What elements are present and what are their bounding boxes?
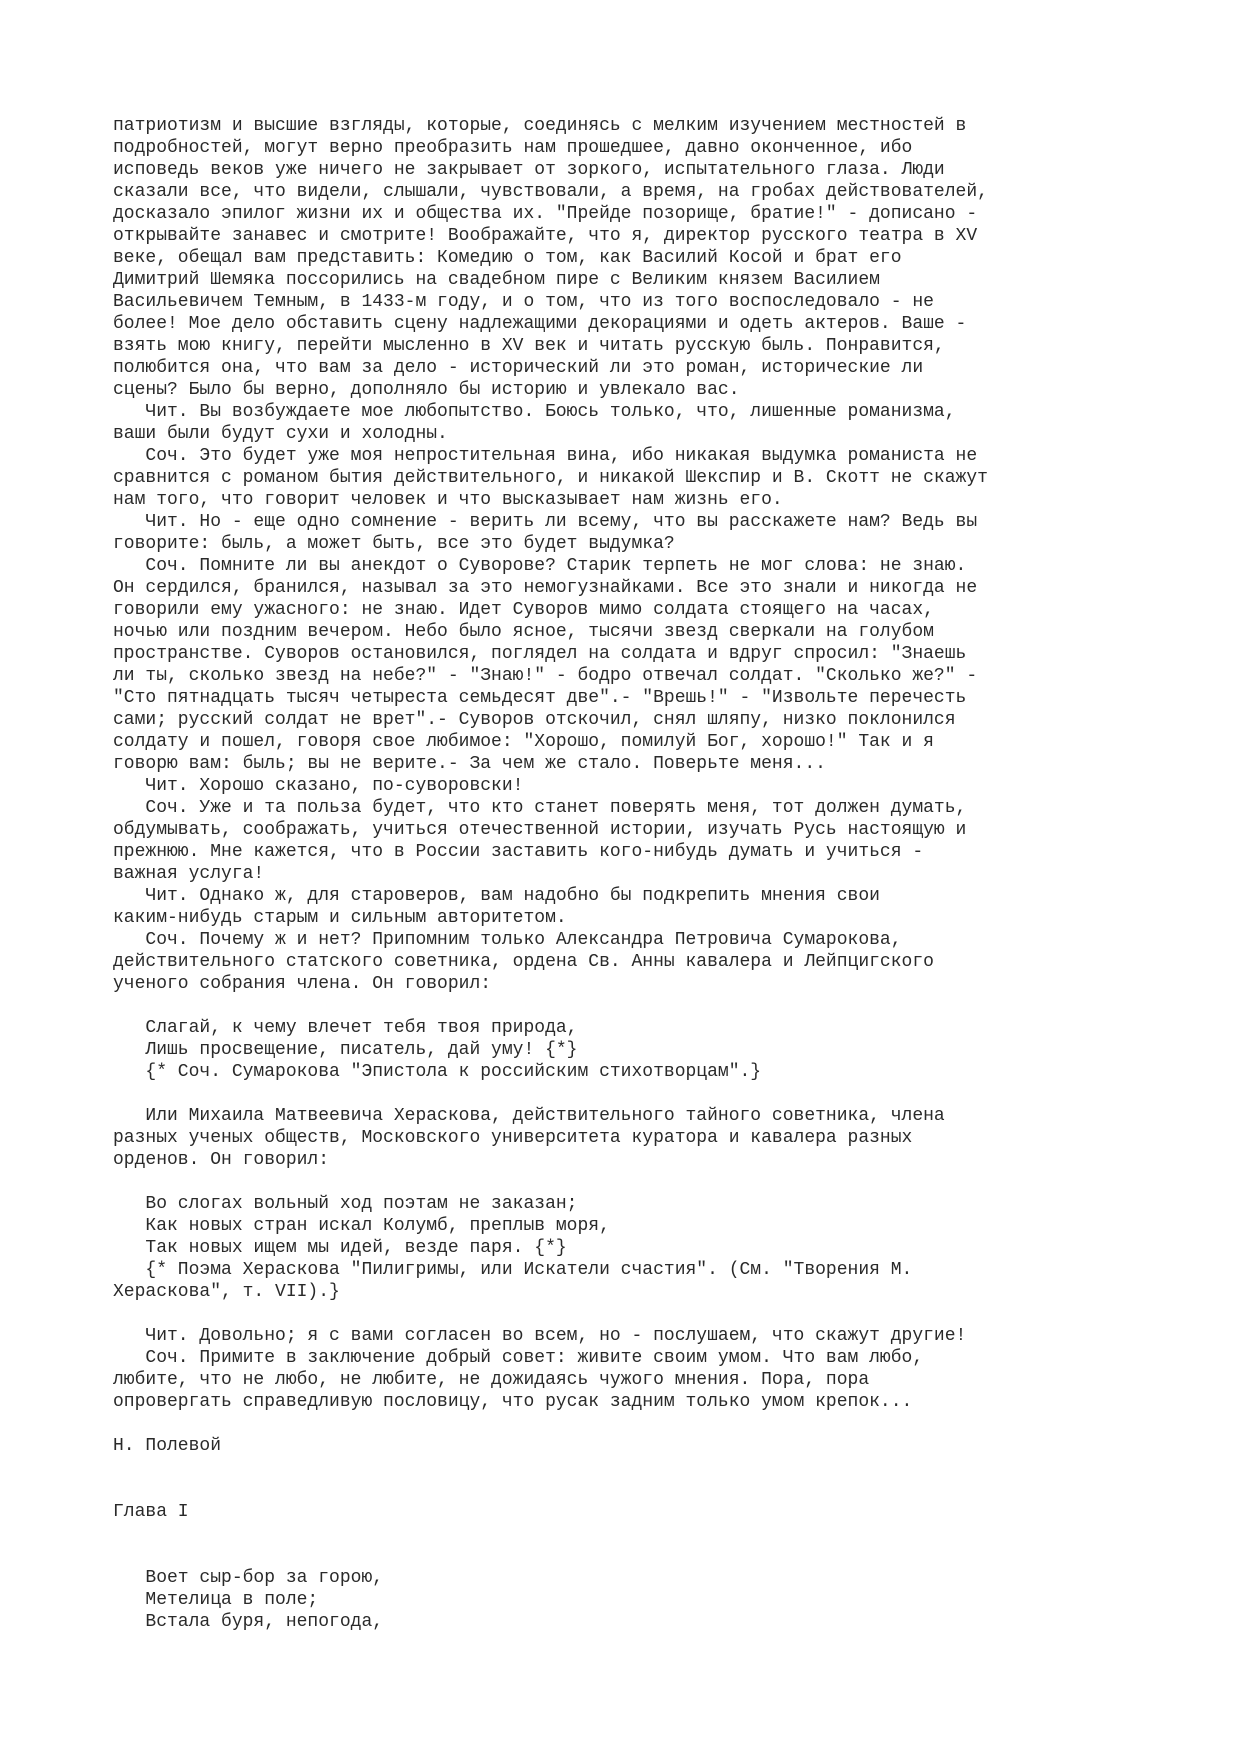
text-line: Васильевичем Темным, в 1433-м году, и о том, что из того воспоследовало - не [113, 292, 934, 312]
text-line: говорили ему ужасного: не знаю. Идет Суворов мимо солдата стоящего на часах, [113, 600, 934, 620]
text-line: каким-нибудь старым и сильным авторитетом. [113, 908, 567, 928]
verse-line: Воет сыр-бор за горою, [113, 1568, 384, 1588]
blank-line [113, 1523, 1123, 1567]
text-line: Соч. Это будет уже моя непростительная вина, ибо никакая выдумка романиста не [113, 446, 978, 466]
text-line: Чит. Однако ж, для староверов, вам надобно бы подкрепить мнения свои [113, 886, 880, 906]
text-line: Димитрий Шемяка поссорились на свадебном пире с Великим князем Василием [113, 270, 880, 290]
text-line: нам того, что говорит человек и что высказывает нам жизнь его. [113, 490, 783, 510]
document-page [113, 115, 1123, 1633]
text-line: говорите: быль, а может быть, все это будет выдумка? [113, 534, 675, 554]
blank-line [113, 995, 1123, 1017]
verse-line: Метелица в поле; [113, 1590, 319, 1610]
text-line: сказали все, что видели, слышали, чувствовали, а время, на гробах действователей, [113, 182, 988, 202]
text-block-kheraskov [113, 1105, 1123, 1171]
text-line: исповедь веков уже ничего не закрывает от зоркого, испытательного глаза. Люди [113, 160, 945, 180]
text-line: подробностей, могут верно преобразить нам прошедшее, давно оконченное, ибо [113, 138, 913, 158]
verse-line: Лишь просвещение, писатель, дай уму! {*} [113, 1040, 578, 1060]
text-line: патриотизм и высшие взгляды, которые, соединясь с мелким изучением местностей в [113, 116, 967, 136]
text-line: Соч. Уже и та польза будет, что кто станет поверять меня, тот должен думать, [113, 798, 967, 818]
text-line: важная услуга! [113, 864, 265, 884]
text-line: сцены? Было бы верно, дополняло бы историю и увлекало вас. [113, 380, 740, 400]
verse-sumarokov [113, 1017, 1123, 1083]
text-line: ваши были будут сухи и холодны. [113, 424, 448, 444]
text-line: Соч. Помните ли вы анекдот о Суворове? Старик терпеть не мог слова: не знаю. [113, 556, 967, 576]
text-line: орденов. Он говорил: [113, 1150, 330, 1170]
text-line: полюбится она, что вам за дело - исторический ли это роман, исторические ли [113, 358, 924, 378]
footnote-line: {* Соч. Сумарокова "Эпистола к российским стихотворцам".} [113, 1062, 762, 1082]
text-line: веке, обещал вам представить: Комедию о том, как Василий Косой и брат его [113, 248, 902, 268]
text-line: досказало эпилог жизни их и общества их. "Прейде позорище, братие!" - дописано - [113, 204, 978, 224]
text-line: Чит. Хорошо сказано, по-суворовски! [113, 776, 524, 796]
footnote-line: Хераскова", т. VII).} [113, 1282, 340, 1302]
text-line: Он сердился, бранился, называл за это немогузнайками. Все это знали и никогда не [113, 578, 978, 598]
blank-line [113, 1083, 1123, 1105]
text-line: действительного статского советника, ордена Св. Анны кавалера и Лейпцигского [113, 952, 934, 972]
footnote-line: {* Поэма Хераскова "Пилигримы, или Искатели счастия". (См. "Творения М. [113, 1260, 913, 1280]
author-signature: Н. Полевой [113, 1436, 222, 1456]
text-line: Соч. Примите в заключение добрый совет: живите своим умом. Что вам любо, [113, 1348, 924, 1368]
text-line: пространстве. Суворов остановился, поглядел на солдата и вдруг спросил: "Знаешь [113, 644, 967, 664]
text-line: открывайте занавес и смотрите! Воображайте, что я, директор русского театра в XV [113, 226, 978, 246]
text-line: ученого собрания члена. Он говорил: [113, 974, 492, 994]
text-line: опровергать справедливую пословицу, что русак задним только умом крепок... [113, 1392, 913, 1412]
text-block-closing [113, 1325, 1123, 1413]
blank-line [113, 1171, 1123, 1193]
verse-line: Как новых стран искал Колумб, преплыв моря, [113, 1216, 610, 1236]
text-line: обдумывать, соображать, учиться отечественной истории, изучать Русь настоящую и [113, 820, 967, 840]
text-line: разных ученых обществ, Московского университета куратора и кавалера разных [113, 1128, 913, 1148]
text-line: солдату и пошел, говоря свое любимое: "Хорошо, помилуй Бог, хорошо!" Так и я [113, 732, 934, 752]
verse-epigraph [113, 1567, 1123, 1633]
blank-line [113, 1413, 1123, 1435]
text-line: Чит. Но - еще одно сомнение - верить ли всему, что вы расскажете нам? Ведь вы [113, 512, 978, 532]
text-line: "Сто пятнадцать тысяч четыреста семьдесят две".- "Врешь!" - "Извольте перечесть [113, 688, 967, 708]
text-line: Или Михаила Матвеевича Хераскова, действительного тайного советника, члена [113, 1106, 945, 1126]
blank-line [113, 1457, 1123, 1501]
text-line: сами; русский солдат не врет".- Суворов отскочил, снял шляпу, низко поклонился [113, 710, 956, 730]
text-line: ли ты, сколько звезд на небе?" - "Знаю!" - бодро отвечал солдат. "Сколько же?" - [113, 666, 978, 686]
text-line: говорю вам: быль; вы не верите.- За чем же стало. Поверьте меня... [113, 754, 826, 774]
verse-line: Во слогах вольный ход поэтам не заказан; [113, 1194, 578, 1214]
text-line: Соч. Почему ж и нет? Припомним только Александра Петровича Сумарокова, [113, 930, 902, 950]
verse-line: Так новых ищем мы идей, везде паря. {*} [113, 1238, 567, 1258]
text-line: ночью или поздним вечером. Небо было ясное, тысячи звезд сверкали на голубом [113, 622, 934, 642]
text-line: более! Мое дело обставить сцену надлежащими декорациями и одеть актеров. Ваше - [113, 314, 967, 334]
blank-line [113, 1303, 1123, 1325]
text-line: сравнится с романом бытия действительного, и никакой Шекспир и В. Скотт не скажут [113, 468, 988, 488]
text-line: Чит. Вы возбуждаете мое любопытство. Боюсь только, что, лишенные романизма, [113, 402, 956, 422]
verse-kheraskov [113, 1193, 1123, 1303]
text-line: Чит. Довольно; я с вами согласен во всем, но - послушаем, что скажут другие! [113, 1326, 967, 1346]
text-line: любите, что не любо, не любите, не дожидаясь чужого мнения. Пора, пора [113, 1370, 870, 1390]
text-block-intro [113, 115, 1123, 995]
chapter-title: Глава I [113, 1502, 189, 1522]
text-line: прежнюю. Мне кажется, что в России заставить кого-нибудь думать и учиться - [113, 842, 924, 862]
verse-line: Встала буря, непогода, [113, 1612, 384, 1632]
text-line: взять мою книгу, перейти мысленно в XV век и читать русскую быль. Понравится, [113, 336, 945, 356]
verse-line: Слагай, к чему влечет тебя твоя природа, [113, 1018, 578, 1038]
